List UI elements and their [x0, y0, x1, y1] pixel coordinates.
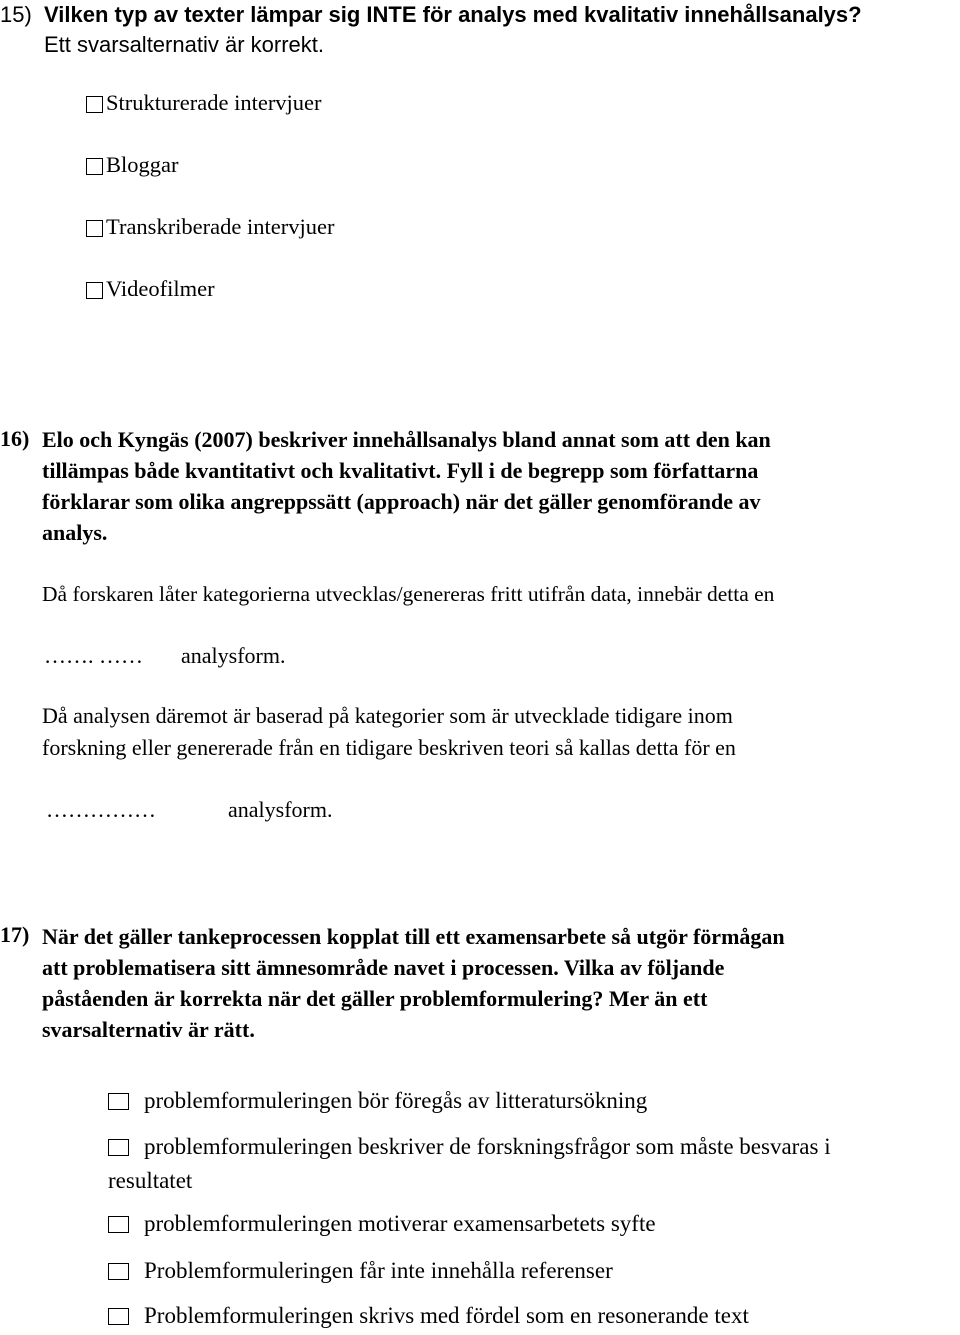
question-16-title-line: förklarar som olika angreppssätt (approach) när det gäller genomförande av — [42, 489, 761, 514]
q16-paragraph-inductive: Då forskaren låter kategorierna utvecklas/genereras fritt utifrån data, innebär detta en — [42, 582, 775, 606]
q17-option-1[interactable] — [108, 1088, 647, 1114]
question-17-title-line: påståenden är korrekta när det gäller problemformulering? Mer än ett — [42, 986, 708, 1011]
checkbox-icon[interactable] — [108, 1216, 129, 1233]
question-16-title-line: tillämpas både kvantitativt och kvalitativt. Fyll i de begrepp som författarna — [42, 458, 759, 483]
question-16-title-line: Elo och Kyngäs (2007) beskriver innehållsanalys bland annat som att den kan — [42, 427, 771, 452]
q16-paragraph-deductive-line: Då analysen däremot är baserad på kategorier som är utvecklade tidigare inom — [42, 703, 733, 728]
checkbox-icon[interactable] — [86, 96, 103, 113]
question-15-subtitle: Ett svarsalternativ är korrekt. — [44, 32, 324, 57]
checkbox-icon[interactable] — [108, 1093, 129, 1110]
q17-option-3[interactable] — [108, 1211, 656, 1237]
q15-option-label: Transkriberade intervjuer — [106, 214, 335, 239]
checkbox-icon[interactable] — [108, 1263, 129, 1280]
q17-option-4[interactable] — [108, 1258, 613, 1284]
q15-option-2[interactable] — [86, 152, 179, 178]
question-17-number: 17) — [0, 922, 30, 947]
question-15-title: Vilken typ av texter lämpar sig INTE för analys med kvalitativ innehållsanalys? — [44, 2, 862, 27]
q15-option-1[interactable] — [86, 90, 322, 116]
q16-fill-label-1: analysform. — [181, 643, 286, 668]
checkbox-icon[interactable] — [86, 158, 103, 175]
question-15-number: 15) — [0, 2, 32, 27]
question-17-title-line: När det gäller tankeprocessen kopplat till ett examensarbete så utgör förmågan — [42, 924, 785, 949]
q15-option-label: Bloggar — [106, 152, 179, 177]
question-16-number: 16) — [0, 426, 30, 451]
q16-blank-1[interactable]: ……. …… — [44, 643, 143, 668]
q17-option-2-continuation: resultatet — [108, 1168, 193, 1193]
q17-option-label: Problemformuleringen får inte innehålla referenser — [144, 1258, 613, 1283]
q17-option-label: Problemformuleringen skrivs med fördel som en resonerande text — [144, 1303, 749, 1328]
q15-option-label: Videofilmer — [106, 276, 215, 301]
checkbox-icon[interactable] — [108, 1308, 129, 1325]
checkbox-icon[interactable] — [86, 220, 103, 237]
checkbox-icon[interactable] — [86, 282, 103, 299]
q15-option-3[interactable] — [86, 214, 334, 240]
q17-option-label: problemformuleringen bör föregås av litteratursökning — [144, 1088, 648, 1113]
question-17-title-line: svarsalternativ är rätt. — [42, 1017, 255, 1042]
question-17-title-line: att problematisera sitt ämnesområde navet i processen. Vilka av följande — [42, 955, 725, 980]
q17-option-2[interactable] — [108, 1134, 831, 1160]
q17-option-label: problemformuleringen beskriver de forskningsfrågor som måste besvaras i — [144, 1134, 831, 1159]
q17-option-5[interactable] — [108, 1303, 749, 1329]
q15-option-label: Strukturerade intervjuer — [106, 90, 322, 115]
q16-blank-2[interactable]: …………… — [46, 797, 156, 822]
q15-option-4[interactable] — [86, 276, 215, 302]
q17-option-label: problemformuleringen motiverar examensarbetets syfte — [144, 1211, 656, 1236]
checkbox-icon[interactable] — [108, 1139, 129, 1156]
q16-fill-label-2: analysform. — [228, 797, 333, 822]
question-16-title-line: analys. — [42, 520, 108, 545]
q16-paragraph-deductive-line: forskning eller genererade från en tidigare beskriven teori så kallas detta för en — [42, 735, 736, 760]
